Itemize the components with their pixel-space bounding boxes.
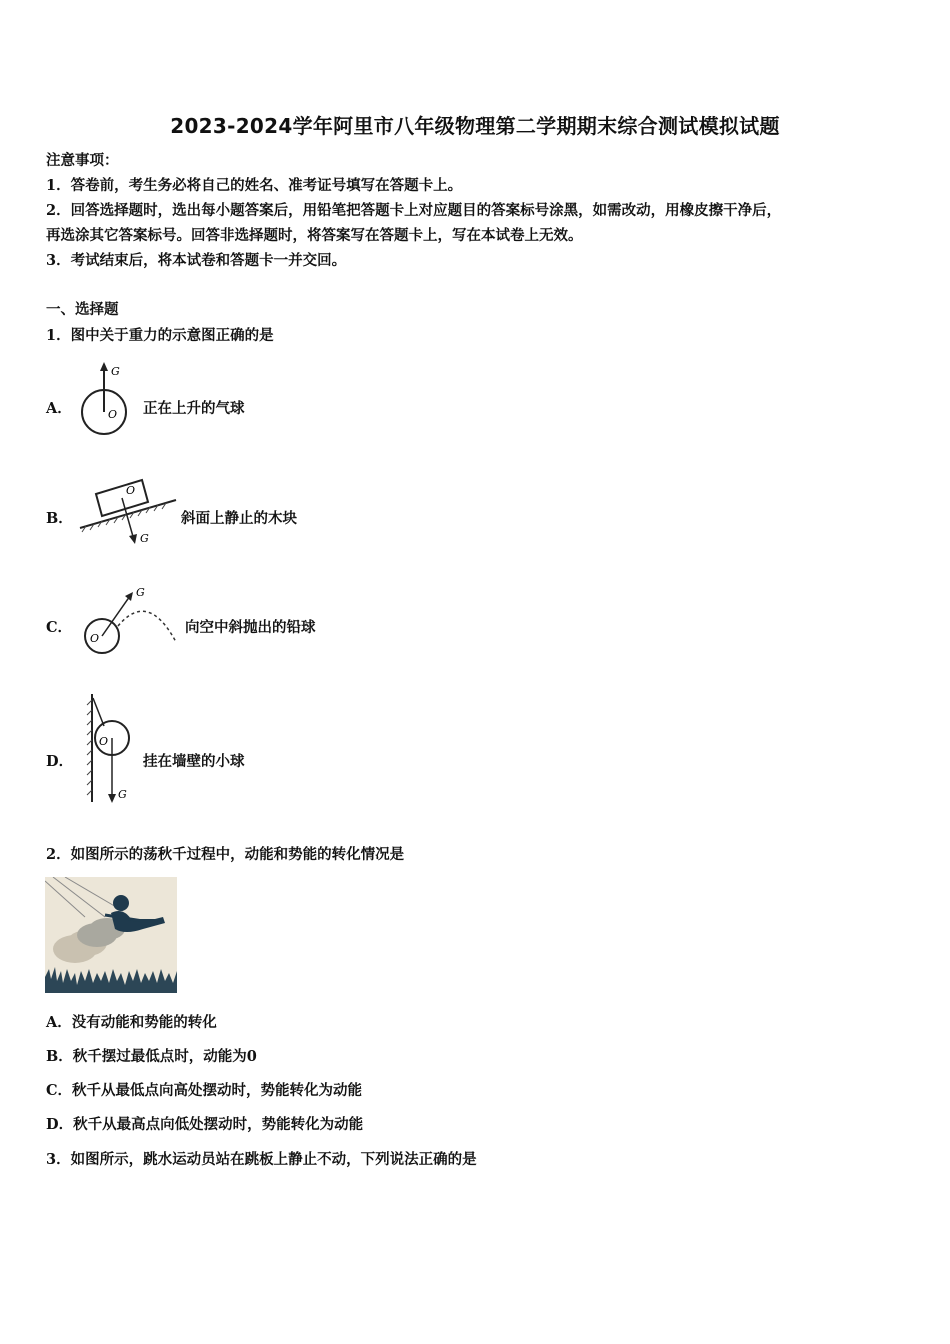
fig-label-o: O xyxy=(90,632,100,645)
fig-label-o: O xyxy=(99,735,109,748)
notice-item: 3．考试结束后，将本试卷和答题卡一并交回。 xyxy=(46,252,347,269)
wall-ball-figure xyxy=(82,690,142,808)
q2-option-d: D．秋千从最高点向低处摆动时，势能转化为动能 xyxy=(46,1116,364,1133)
incline-block-figure xyxy=(76,470,181,550)
question-3-stem: 3．如图所示，跳水运动员站在跳板上静止不动，下列说法正确的是 xyxy=(46,1151,477,1168)
notice-item: 1．答卷前，考生务必将自己的姓名、准考证号填写在答题卡上。 xyxy=(46,177,463,194)
question-1-stem: 1．图中关于重力的示意图正确的是 xyxy=(46,327,274,344)
fig-label-o: O xyxy=(108,408,118,421)
shot-put-figure xyxy=(78,580,183,660)
q1-option-b-text: 斜面上静止的木块 xyxy=(181,510,297,527)
fig-label-g: G xyxy=(111,365,120,378)
swing-image xyxy=(45,877,177,993)
notice-item: 2．回答选择题时，选出每小题答案后，用铅笔把答题卡上对应题目的答案标号涂黑，如需改动，用橡皮擦干净后， xyxy=(46,202,782,219)
page-title: 2023-2024学年阿里市八年级物理第二学期期末综合测试模拟试题 xyxy=(170,114,780,138)
balloon-gravity-figure xyxy=(76,360,136,440)
q1-option-a-text: 正在上升的气球 xyxy=(143,400,245,417)
notice-item: 再选涂其它答案标号。回答非选择题时，将答案写在答题卡上，写在本试卷上无效。 xyxy=(46,227,583,244)
q2-option-b: B．秋千摆过最低点时，动能为0 xyxy=(46,1048,257,1065)
section-heading: 一、选择题 xyxy=(46,301,119,318)
fig-label-g: G xyxy=(136,586,145,599)
fig-label-g: G xyxy=(118,788,127,801)
q1-option-c-letter: C． xyxy=(46,619,73,636)
question-2-stem: 2．如图所示的荡秋千过程中，动能和势能的转化情况是 xyxy=(46,846,405,863)
q2-option-a: A．没有动能和势能的转化 xyxy=(46,1014,217,1031)
q1-option-c-text: 向空中斜抛出的铅球 xyxy=(185,619,316,636)
fig-label-o: O xyxy=(126,484,136,497)
q2-option-c: C．秋千从最低点向高处摆动时，势能转化为动能 xyxy=(46,1082,363,1099)
q1-option-b-letter: B． xyxy=(46,510,73,527)
q1-option-a-letter: A． xyxy=(46,400,72,417)
fig-label-g: G xyxy=(140,532,149,545)
q1-option-d-letter: D． xyxy=(46,753,74,770)
q1-option-d-text: 挂在墙壁的小球 xyxy=(143,753,245,770)
notice-heading: 注意事项： xyxy=(46,152,119,169)
